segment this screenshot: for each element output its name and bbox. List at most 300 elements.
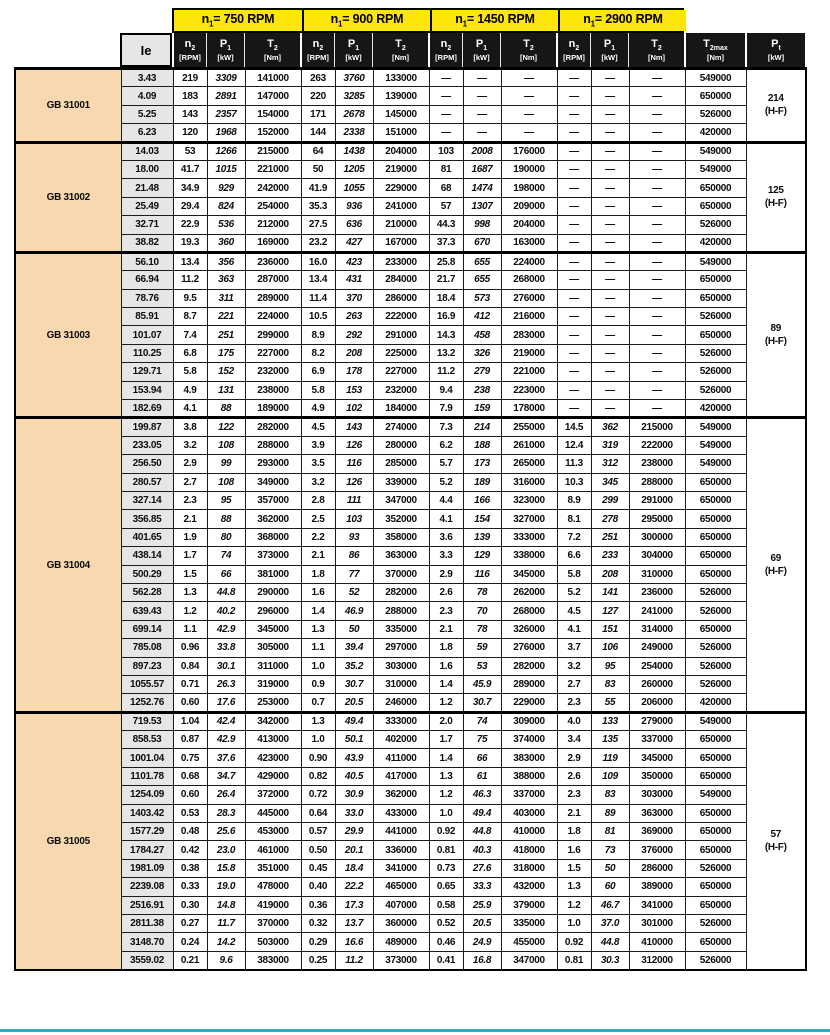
t2-cell: 210000 (373, 216, 429, 234)
table-row (15, 289, 806, 307)
p1-cell: 126 (335, 473, 373, 491)
n2-cell: 2.6 (557, 767, 591, 785)
p1-cell: 50.1 (335, 731, 373, 749)
n2-cell: 2.3 (173, 491, 207, 509)
n2-cell: 0.92 (557, 933, 591, 951)
table-row (15, 914, 806, 932)
t2-cell: 163000 (501, 234, 557, 252)
p1-cell: 73 (591, 841, 629, 859)
pt-cell (746, 252, 806, 418)
n2-cell: 0.38 (173, 859, 207, 877)
n2-cell: 1.5 (173, 565, 207, 583)
p1-cell: 16.6 (335, 933, 373, 951)
n2-cell: 11.3 (557, 455, 591, 473)
t2-cell: 282000 (373, 583, 429, 601)
table-row (15, 528, 806, 546)
p1-cell: 151 (591, 620, 629, 638)
p1-header-900 (334, 33, 372, 67)
t2max-cell: 650000 (685, 841, 746, 859)
p1-cell: 50 (335, 620, 373, 638)
p1-cell: 188 (463, 436, 501, 454)
t2-header-1450-unit: [Nm] (519, 52, 538, 62)
p1-cell: 670 (463, 234, 501, 252)
t2-cell: 350000 (629, 767, 685, 785)
p1-header-1450-symbol: $P_1$ (475, 37, 488, 52)
n2-cell: — (557, 381, 591, 399)
t2-cell: — (629, 69, 685, 87)
pt-value: 57 (770, 829, 782, 841)
t2max-header (684, 33, 745, 67)
n2-cell: 0.53 (173, 804, 207, 822)
n2-cell: — (557, 400, 591, 418)
t2max-cell: 650000 (685, 731, 746, 749)
p1-cell: — (591, 124, 629, 142)
t2-cell: — (629, 216, 685, 234)
table-row (15, 105, 806, 123)
pt-value: 125 (767, 185, 784, 197)
n2-cell: 2.8 (301, 491, 335, 509)
t2-cell: 333000 (373, 712, 429, 730)
n2-cell: 64 (301, 142, 335, 160)
t2-cell: 337000 (629, 731, 685, 749)
table-row (15, 87, 806, 105)
t2-cell: 152000 (245, 124, 301, 142)
t2-cell: 351000 (245, 859, 301, 877)
t2-cell: 410000 (501, 823, 557, 841)
n2-cell: 1.6 (429, 657, 463, 675)
p1-cell: 129 (463, 547, 501, 565)
n2-cell: — (557, 160, 591, 178)
p1-cell: — (591, 234, 629, 252)
t2max-cell: 650000 (685, 510, 746, 528)
table-row (15, 841, 806, 859)
p1-cell: — (463, 105, 501, 123)
ratio-cell: 438.14 (121, 547, 173, 565)
n2-cell: 41.7 (173, 160, 207, 178)
t2-cell: 209000 (501, 197, 557, 215)
p1-cell: 279 (463, 363, 501, 381)
n2-cell: 10.3 (557, 473, 591, 491)
t2-cell: 268000 (501, 602, 557, 620)
n2-cell: 5.8 (557, 565, 591, 583)
t2max-cell: 526000 (685, 602, 746, 620)
p1-cell: 536 (207, 216, 245, 234)
t2-cell: 299000 (245, 326, 301, 344)
n2-header-2900-unit: [RPM] (563, 52, 585, 62)
n2-cell: — (557, 308, 591, 326)
table-row (15, 951, 806, 969)
t2max-cell: 650000 (685, 87, 746, 105)
p1-cell: 166 (463, 491, 501, 509)
p1-header-900-symbol: $P_1$ (347, 37, 360, 52)
t2-cell: 316000 (501, 473, 557, 491)
n2-cell: 37.3 (429, 234, 463, 252)
n2-cell: — (557, 289, 591, 307)
p1-header-2900-unit: [kW] (601, 52, 618, 62)
n2-cell: 34.9 (173, 179, 207, 197)
p1-header-750 (206, 33, 244, 67)
n2-cell: — (557, 326, 591, 344)
table-row (15, 142, 806, 160)
p1-cell: 208 (335, 344, 373, 362)
n2-cell: 1.0 (429, 804, 463, 822)
p1-cell: 99 (207, 455, 245, 473)
p1-cell: 1055 (335, 179, 373, 197)
t2-cell: 297000 (373, 639, 429, 657)
n2-cell: 41.9 (301, 179, 335, 197)
p1-cell: 111 (335, 491, 373, 509)
p1-cell: 221 (207, 308, 245, 326)
ratio-cell: 110.25 (121, 344, 173, 362)
p1-cell: 655 (463, 252, 501, 270)
t2-cell: 373000 (245, 547, 301, 565)
n2-cell: 1.0 (301, 731, 335, 749)
ratio-cell: 280.57 (121, 473, 173, 491)
ratio-cell: 38.82 (121, 234, 173, 252)
table-row (15, 786, 806, 804)
t2max-cell: 650000 (685, 620, 746, 638)
p1-cell: 108 (207, 436, 245, 454)
p1-cell: — (591, 289, 629, 307)
n2-cell: 8.9 (301, 326, 335, 344)
table-row (15, 308, 806, 326)
n2-cell: 4.9 (173, 381, 207, 399)
t2-cell: 289000 (245, 289, 301, 307)
n2-cell: 4.5 (301, 418, 335, 436)
t2-cell: 283000 (501, 326, 557, 344)
n2-cell: 0.72 (301, 786, 335, 804)
p1-cell: 3285 (335, 87, 373, 105)
ratio-cell: 5.25 (121, 105, 173, 123)
n2-cell: 0.57 (301, 823, 335, 841)
t2-cell: 219000 (501, 344, 557, 362)
t2-cell: 335000 (373, 620, 429, 638)
n2-cell: 13.4 (173, 252, 207, 270)
p1-cell: 1968 (207, 124, 245, 142)
p1-cell: — (591, 160, 629, 178)
t2max-cell: 650000 (685, 878, 746, 896)
table-row (15, 326, 806, 344)
p1-cell: 175 (207, 344, 245, 362)
t2-cell: — (629, 142, 685, 160)
t2-cell: 388000 (501, 767, 557, 785)
t2max-cell: 650000 (685, 289, 746, 307)
table-row (15, 602, 806, 620)
p1-cell: 78 (463, 620, 501, 638)
p1-cell: 141 (591, 583, 629, 601)
t2-cell: 389000 (629, 878, 685, 896)
p1-cell: 88 (207, 400, 245, 418)
p1-cell: 2338 (335, 124, 373, 142)
t2-cell: 242000 (245, 179, 301, 197)
t2-cell: 410000 (629, 933, 685, 951)
p1-cell: 77 (335, 565, 373, 583)
t2-cell: 295000 (629, 510, 685, 528)
table-row (15, 418, 806, 436)
p1-cell: 208 (591, 565, 629, 583)
n2-cell: 4.1 (429, 510, 463, 528)
p1-cell: 251 (591, 528, 629, 546)
t2max-cell: 526000 (685, 657, 746, 675)
t2-cell: 383000 (245, 951, 301, 969)
ratio-cell: 1981.09 (121, 859, 173, 877)
p1-cell: 1205 (335, 160, 373, 178)
n2-cell: — (429, 124, 463, 142)
p1-cell: 49.4 (463, 804, 501, 822)
p1-cell: 655 (463, 271, 501, 289)
t2-cell: 376000 (629, 841, 685, 859)
t2-cell: 260000 (629, 675, 685, 693)
t2-cell: 288000 (373, 602, 429, 620)
ratio-cell: 401.65 (121, 528, 173, 546)
t2max-cell: 650000 (685, 547, 746, 565)
t2max-cell: 420000 (685, 124, 746, 142)
t2-cell: 189000 (245, 400, 301, 418)
t2-cell: 413000 (245, 731, 301, 749)
n2-cell: 0.64 (301, 804, 335, 822)
p1-cell: 159 (463, 400, 501, 418)
t2-cell: 282000 (245, 418, 301, 436)
p1-cell: 40.2 (207, 602, 245, 620)
n2-cell: 0.24 (173, 933, 207, 951)
n2-cell: 3.7 (557, 639, 591, 657)
n2-cell: 3.6 (429, 528, 463, 546)
t2-cell: 305000 (245, 639, 301, 657)
n2-header-1450 (428, 33, 462, 67)
t2max-header-unit: [Nm] (706, 52, 725, 62)
pt-cell (746, 142, 806, 252)
t2max-cell: 549000 (685, 712, 746, 730)
p1-cell: — (463, 124, 501, 142)
t2-cell: 154000 (245, 105, 301, 123)
t2-cell: 478000 (245, 878, 301, 896)
ratio-cell: 18.00 (121, 160, 173, 178)
n2-cell: — (557, 197, 591, 215)
ratio-column-label: Ie (140, 42, 152, 58)
p1-cell: 119 (591, 749, 629, 767)
t2-cell: 429000 (245, 767, 301, 785)
n2-cell: 27.5 (301, 216, 335, 234)
p1-cell: 74 (207, 547, 245, 565)
table-row (15, 565, 806, 583)
p1-cell: 122 (207, 418, 245, 436)
n2-cell: 0.41 (429, 951, 463, 969)
n2-cell: 0.46 (429, 933, 463, 951)
t2-cell: 289000 (501, 675, 557, 693)
p1-cell: 103 (335, 510, 373, 528)
t2max-cell: 420000 (685, 400, 746, 418)
n2-cell: 3.8 (173, 418, 207, 436)
t2-cell: 341000 (373, 859, 429, 877)
p1-cell: 78 (463, 583, 501, 601)
t2-cell: 291000 (629, 491, 685, 509)
t2-cell: 288000 (629, 473, 685, 491)
p1-cell: 33.8 (207, 639, 245, 657)
p1-cell: 133 (591, 712, 629, 730)
n2-cell: 220 (301, 87, 335, 105)
pt-note: (H-F) (764, 566, 787, 578)
t2-cell: — (629, 289, 685, 307)
n2-cell: 6.6 (557, 547, 591, 565)
p1-cell: 109 (591, 767, 629, 785)
n2-cell: 3.4 (557, 731, 591, 749)
t2max-cell: 549000 (685, 69, 746, 87)
t2-cell: 178000 (501, 400, 557, 418)
t2-cell: 190000 (501, 160, 557, 178)
t2max-cell: 420000 (685, 694, 746, 712)
n2-header-750-symbol: $n_2$ (184, 37, 196, 52)
ratio-cell: 101.07 (121, 326, 173, 344)
p1-cell: 30.9 (335, 786, 373, 804)
n2-cell: 6.8 (173, 344, 207, 362)
t2max-cell: 650000 (685, 896, 746, 914)
n2-cell: 4.1 (173, 400, 207, 418)
p1-cell: 55 (591, 694, 629, 712)
ratio-cell: 233.05 (121, 436, 173, 454)
ratio-cell: 3.43 (121, 69, 173, 87)
t2-cell: 139000 (373, 87, 429, 105)
n2-header-900 (300, 33, 334, 67)
t2-cell: — (629, 381, 685, 399)
p1-cell: 263 (335, 308, 373, 326)
t2-cell: 265000 (501, 455, 557, 473)
p1-cell: 13.7 (335, 914, 373, 932)
pt-header (745, 33, 805, 67)
t2-cell: — (629, 400, 685, 418)
p1-cell: 3760 (335, 69, 373, 87)
p1-cell: — (463, 69, 501, 87)
n2-cell: 0.68 (173, 767, 207, 785)
t2-cell: 282000 (501, 657, 557, 675)
p1-cell: 152 (207, 363, 245, 381)
n2-cell: — (557, 216, 591, 234)
t2-cell: 309000 (501, 712, 557, 730)
t2-cell: — (629, 160, 685, 178)
t2-cell: 323000 (501, 491, 557, 509)
n2-cell: 14.3 (429, 326, 463, 344)
t2-cell: 433000 (373, 804, 429, 822)
p1-cell: 23.0 (207, 841, 245, 859)
ratio-cell: 2516.91 (121, 896, 173, 914)
table-row (15, 234, 806, 252)
t2-cell: 363000 (629, 804, 685, 822)
n2-cell: 171 (301, 105, 335, 123)
t2-cell: 280000 (373, 436, 429, 454)
p1-cell: 20.1 (335, 841, 373, 859)
ratio-cell: 32.71 (121, 216, 173, 234)
n2-cell: 2.1 (429, 620, 463, 638)
p1-cell: — (463, 87, 501, 105)
t2-cell: 215000 (245, 142, 301, 160)
p1-cell: — (591, 400, 629, 418)
n2-header-1450-unit: [RPM] (435, 52, 457, 62)
t2-cell: 349000 (245, 473, 301, 491)
table-row (15, 749, 806, 767)
ratio-cell: 1055.57 (121, 675, 173, 693)
p1-cell: 46.7 (591, 896, 629, 914)
n2-cell: 0.33 (173, 878, 207, 896)
p1-cell: 22.2 (335, 878, 373, 896)
ratio-cell: 66.94 (121, 271, 173, 289)
t2-cell: 285000 (373, 455, 429, 473)
p1-cell: 299 (591, 491, 629, 509)
n2-cell: 14.5 (557, 418, 591, 436)
t2-cell: 318000 (501, 859, 557, 877)
pt-header-symbol: $P_t$ (771, 37, 781, 52)
t2-cell: 441000 (373, 823, 429, 841)
n2-cell: 7.9 (429, 400, 463, 418)
n2-cell: 0.21 (173, 951, 207, 969)
n2-cell: — (557, 142, 591, 160)
t2-cell: 342000 (245, 712, 301, 730)
table-row (15, 731, 806, 749)
p1-cell: 102 (335, 400, 373, 418)
p1-cell: — (591, 179, 629, 197)
p1-cell: 251 (207, 326, 245, 344)
t2max-cell: 526000 (685, 914, 746, 932)
ratio-cell: 327.14 (121, 491, 173, 509)
t2-cell: 335000 (501, 914, 557, 932)
p1-cell: 2891 (207, 87, 245, 105)
n2-cell: 2.3 (557, 694, 591, 712)
t2-cell: 293000 (245, 455, 301, 473)
n2-cell: 1.0 (301, 657, 335, 675)
t2max-cell: 650000 (685, 197, 746, 215)
t2max-cell: 526000 (685, 308, 746, 326)
n2-cell: 1.1 (301, 639, 335, 657)
p1-cell: — (591, 308, 629, 326)
p1-cell: 86 (335, 547, 373, 565)
p1-cell: 214 (463, 418, 501, 436)
t2-cell: 290000 (245, 583, 301, 601)
p1-cell: 17.3 (335, 896, 373, 914)
p1-cell: 178 (335, 363, 373, 381)
p1-cell: 15.8 (207, 859, 245, 877)
n2-cell: 1.4 (301, 602, 335, 620)
t2-cell: 379000 (501, 896, 557, 914)
n2-cell: 183 (173, 87, 207, 105)
ratio-cell: 4.09 (121, 87, 173, 105)
n2-cell: 4.9 (301, 400, 335, 418)
t2-cell: — (501, 87, 557, 105)
t2-cell: 284000 (373, 271, 429, 289)
p1-header-750-unit: [kW] (217, 52, 234, 62)
t2-header-1450-symbol: $T_2$ (523, 37, 534, 52)
n2-cell: 5.2 (557, 583, 591, 601)
p1-cell: 95 (591, 657, 629, 675)
p1-cell: — (591, 197, 629, 215)
t2-cell: 268000 (501, 271, 557, 289)
t2-header-900-unit: [Nm] (391, 52, 410, 62)
p1-cell: 52 (335, 583, 373, 601)
t2-cell: 489000 (373, 933, 429, 951)
t2max-cell: 526000 (685, 105, 746, 123)
n2-header-2900-symbol: $n_2$ (568, 37, 580, 52)
n2-cell: 16.9 (429, 308, 463, 326)
n2-cell: 2.1 (173, 510, 207, 528)
n2-cell: — (557, 344, 591, 362)
n2-cell: 0.7 (301, 694, 335, 712)
t2max-cell: 650000 (685, 179, 746, 197)
speed-header-label: $n_1= 750$ RPM (201, 12, 275, 29)
n2-cell: 68 (429, 179, 463, 197)
t2-cell: 233000 (373, 252, 429, 270)
p1-cell: 363 (207, 271, 245, 289)
t2-cell: 241000 (373, 197, 429, 215)
n2-cell: 4.5 (557, 602, 591, 620)
ratio-cell: 356.85 (121, 510, 173, 528)
t2-cell: 227000 (245, 344, 301, 362)
